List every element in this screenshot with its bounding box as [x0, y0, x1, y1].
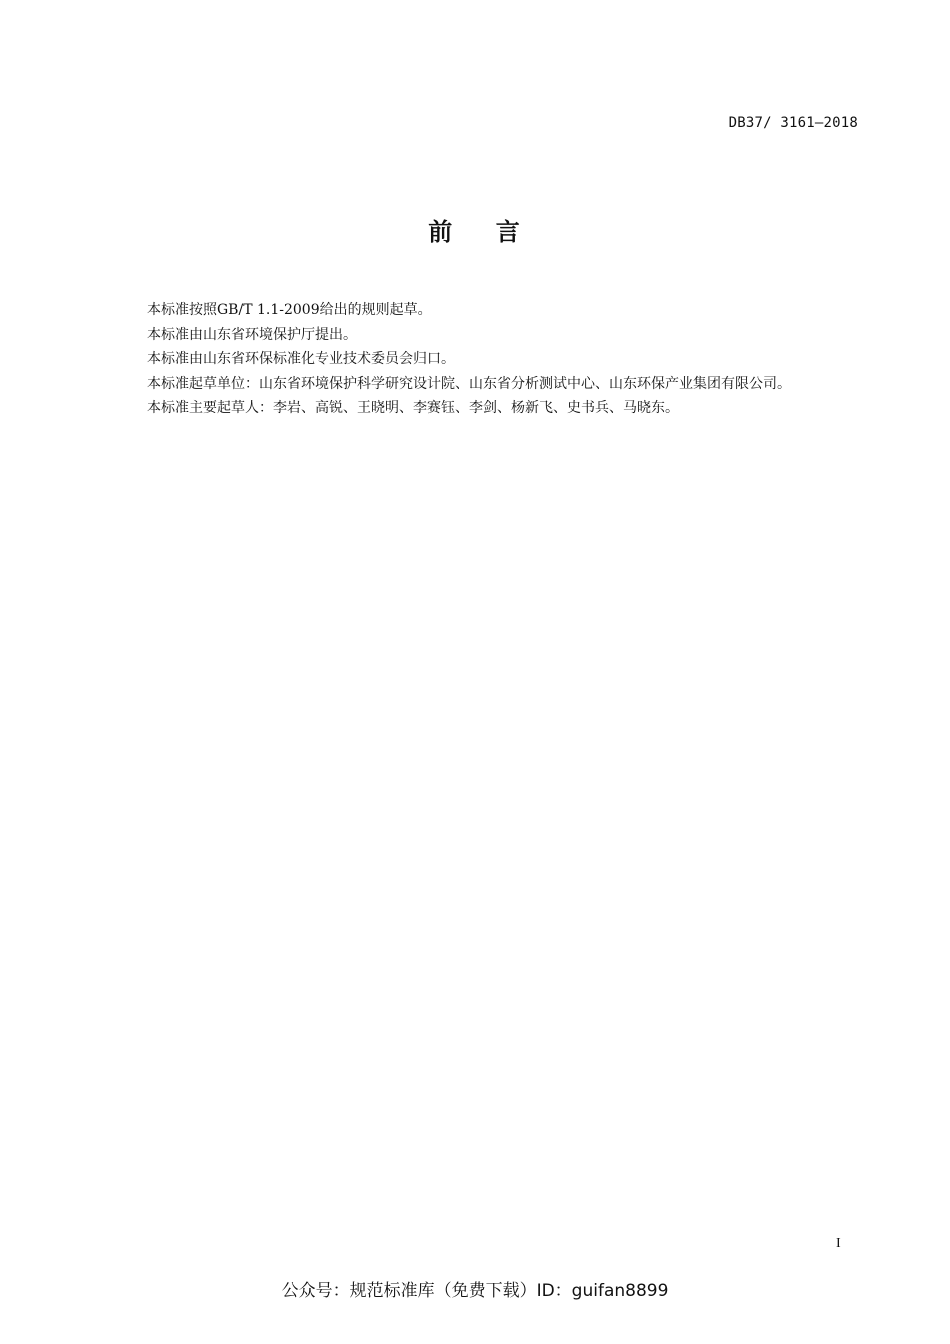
paragraph-proposer: 本标准由山东省环境保护厅提出。	[147, 326, 357, 343]
paragraph-committee: 本标准由山东省环保标准化专业技术委员会归口。	[147, 351, 455, 367]
paragraph-drafting-rules: 本标准按照GB/T 1.1-2009给出的规则起草。	[147, 302, 432, 318]
paragraph-drafting-units: 本标准起草单位：山东省环境保护科学研究设计院、山东省分析测试中心、山东环保产业集团有限公司。	[147, 375, 791, 392]
paragraph-drafters: 本标准主要起草人：李岩、高锐、王晓明、李赛钰、李剑、杨新飞、史书兵、马晓东。	[147, 400, 679, 416]
foreword-body	[114, 298, 862, 421]
watermark-text: 公众号：规范标准库（免费下载）ID：guifan8899	[281, 1281, 669, 1301]
page-number: I	[836, 1236, 841, 1251]
page-title: 前 言	[428, 218, 522, 246]
standard-number: DB37/ 3161—2018	[728, 115, 858, 131]
